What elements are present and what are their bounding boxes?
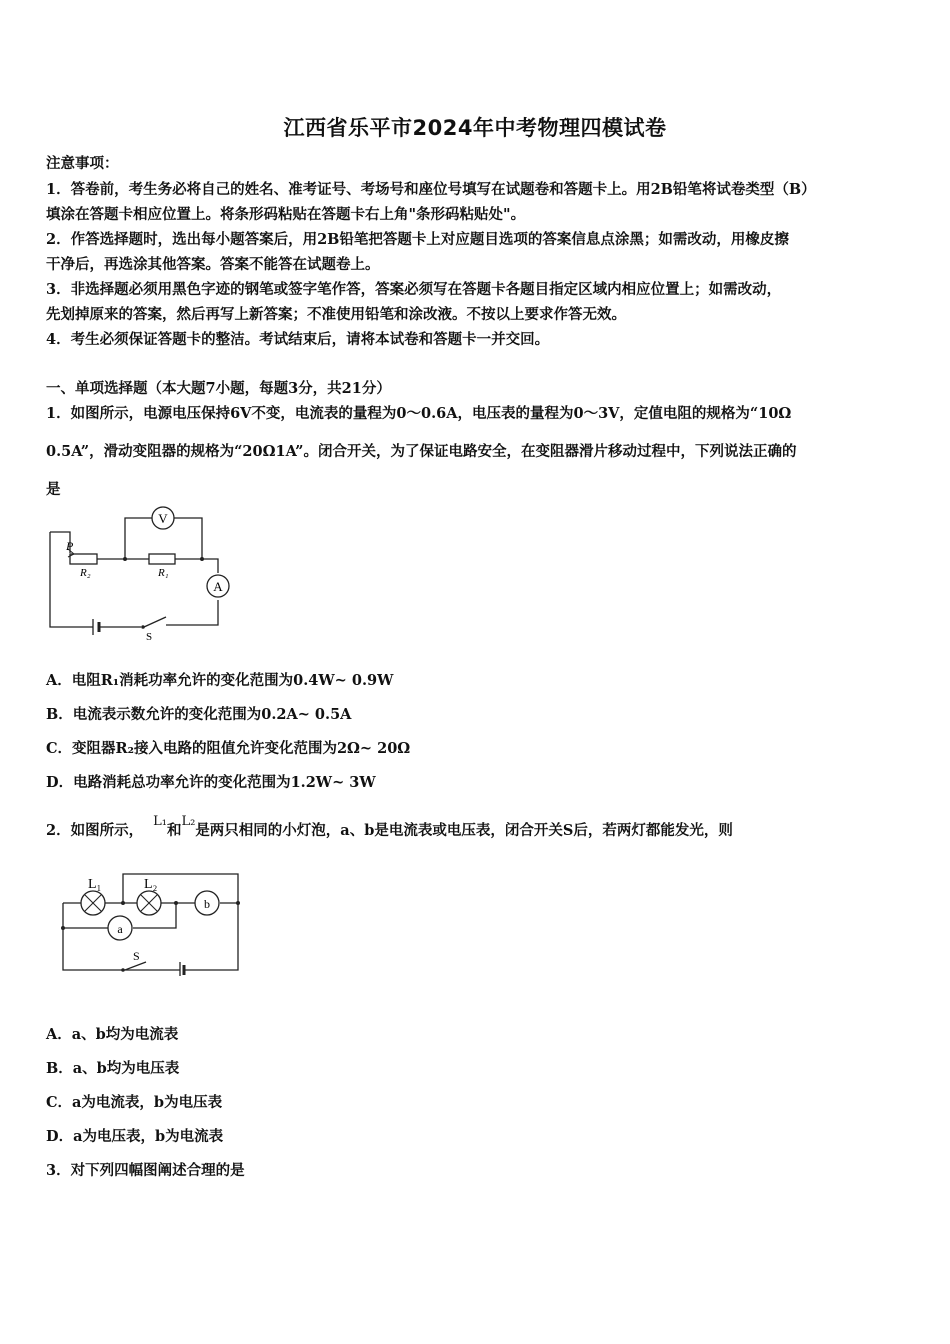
notice-line: 填涂在答题卡相应位置上。将条形码粘贴在答题卡右上角"条形码粘贴处"。 <box>46 206 526 223</box>
voltmeter-label: V <box>158 511 168 526</box>
option-c: C．a为电流表，b为电压表 <box>46 1094 223 1111</box>
question-1-text: 0.5A”，滑动变阻器的规格为“20Ω1A”。闭合开关，为了保证电路安全，在变阻器滑片移动过程中，下列说法正确的 <box>46 443 797 460</box>
notice-line: 先划掉原来的答案，然后再写上新答案；不准使用铅笔和涂改液。不按以上要求作答无效。 <box>46 306 626 323</box>
option-a: A．电阻R₁消耗功率允许的变化范围为0.4W~ 0.9W <box>46 672 394 689</box>
question-3-text: 3．对下列四幅图阐述合理的是 <box>46 1162 245 1179</box>
circuit-diagram-1 <box>46 505 236 641</box>
option-b: B．a、b均为电压表 <box>46 1060 180 1077</box>
question-2-lead: 2．如图所示， <box>46 821 144 839</box>
question-1-text: 是 <box>46 481 61 498</box>
page-title: 江西省乐平市2024年中考物理四模试卷 <box>283 116 667 140</box>
circuit-diagram-2 <box>58 868 248 976</box>
option-c: C．变阻器R₂接入电路的阻值允许变化范围为2Ω~ 20Ω <box>46 740 411 757</box>
question-2-and: 和 <box>166 821 182 839</box>
notice-line: 1．答卷前，考生务必将自己的姓名、准考证号、考场号和座位号填写在试题卷和答题卡上。用2B铅笔将试卷类型（B） <box>46 181 816 198</box>
option-d: D．a为电压表，b为电流表 <box>46 1128 224 1145</box>
l1-inline: L₁ <box>153 814 167 829</box>
r1-label: R₁ <box>158 567 169 579</box>
r2-label: R₂ <box>80 567 91 579</box>
question-2-rest: 是两只相同的小灯泡，a、b是电流表或电压表，闭合开关S后，若两灯都能发光，则 <box>195 821 733 839</box>
notice-heading: 注意事项： <box>46 155 119 172</box>
ammeter-label: A <box>213 579 223 594</box>
option-d: D．电路消耗总功率允许的变化范围为1.2W~ 3W <box>46 774 376 791</box>
question-2-text <box>46 814 733 840</box>
switch-label: S <box>133 949 140 963</box>
notice-line: 2．作答选择题时，选出每小题答案后，用2B铅笔把答题卡上对应题目选项的答案信息点涂黑；如需改动，用橡皮擦 <box>46 231 789 248</box>
slider-label: P <box>66 539 74 553</box>
l2-label: L₂ <box>144 877 158 892</box>
l1-label: L₁ <box>88 877 102 892</box>
question-1-text: 1．如图所示，电源电压保持6V不变，电流表的量程为0～0.6A，电压表的量程为0～3V，定值电阻的规格为“10Ω <box>46 405 792 422</box>
option-a: A．a、b均为电流表 <box>46 1026 179 1043</box>
l2-inline: L₂ <box>181 814 196 829</box>
notice-line: 4．考生必须保证答题卡的整洁。考试结束后，请将本试卷和答题卡一并交回。 <box>46 331 550 348</box>
meter-b-label: b <box>204 897 210 911</box>
notice-line: 干净后，再选涂其他答案。答案不能答在试题卷上。 <box>46 256 380 273</box>
switch-label: S <box>146 631 153 641</box>
meter-a-label: a <box>117 922 123 936</box>
notice-line: 3．非选择题必须用黑色字迹的钢笔或签字笔作答，答案必须写在答题卡各题目指定区域内相应位置上；如需改动， <box>46 281 782 298</box>
option-b: B．电流表示数允许的变化范围为0.2A~ 0.5A <box>46 706 352 723</box>
section-heading: 一、单项选择题（本大题7小题，每题3分，共21分） <box>46 380 391 397</box>
